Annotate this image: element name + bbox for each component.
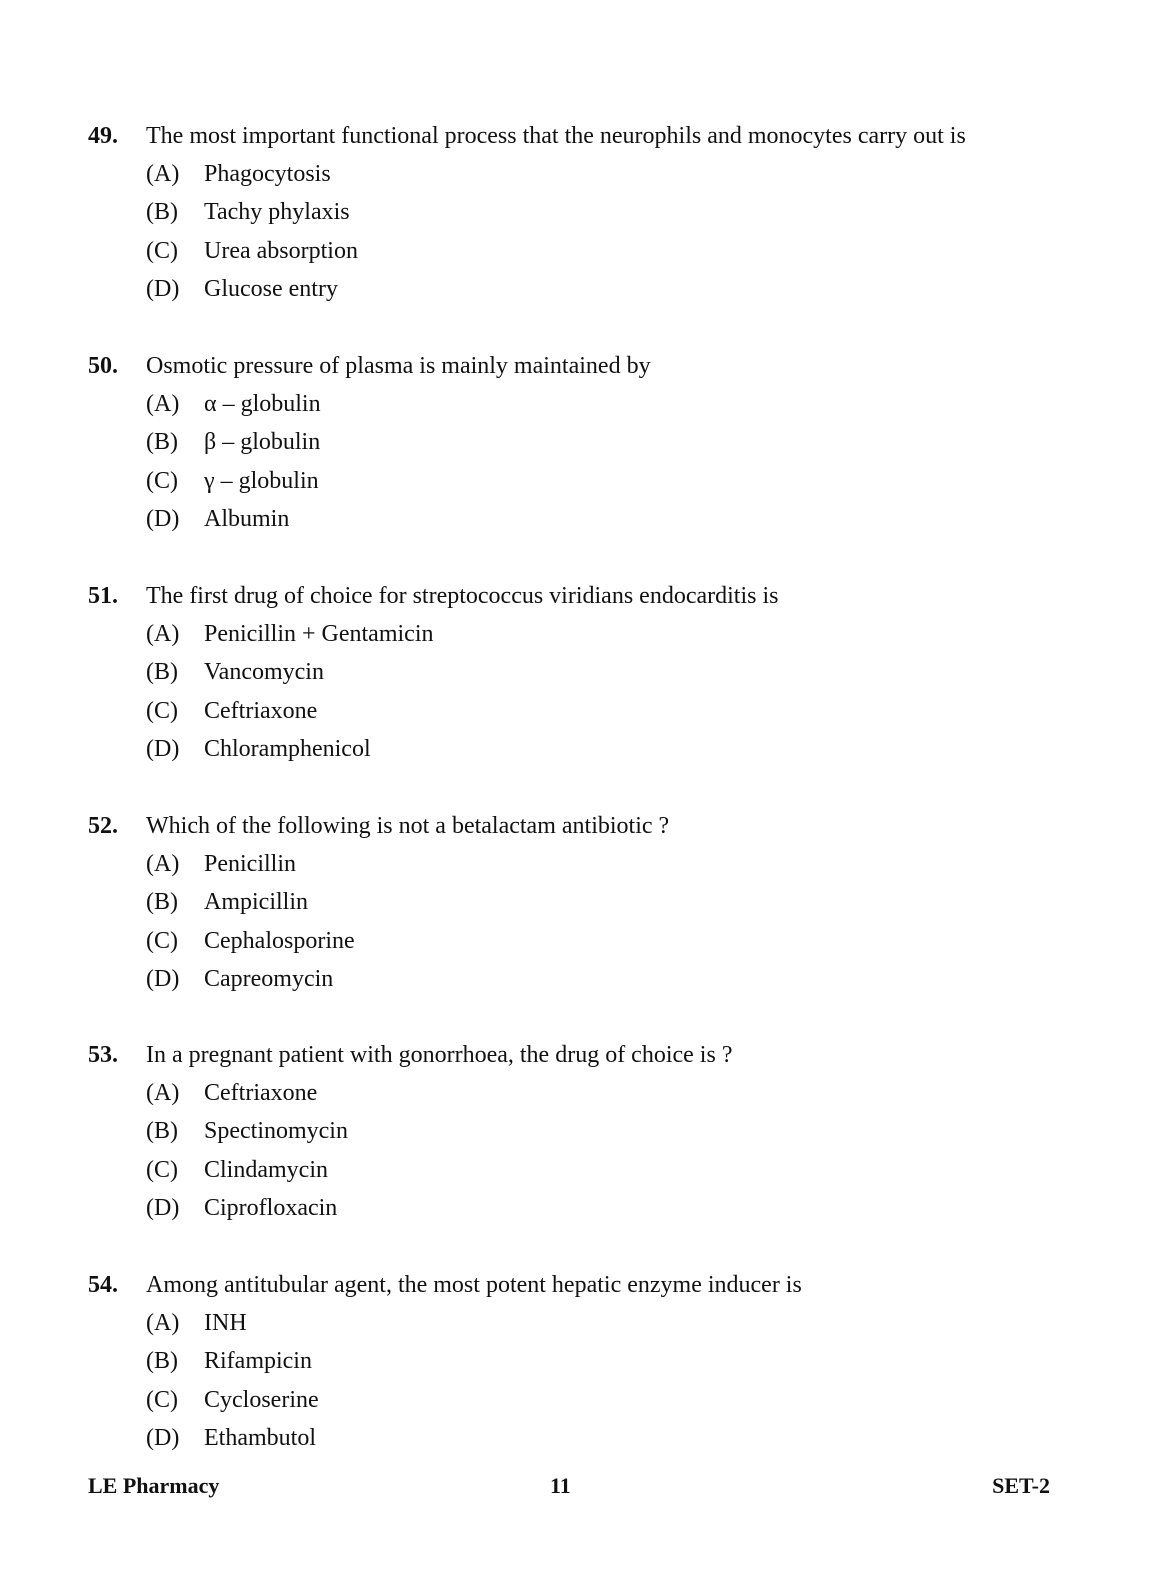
option-a (88, 1074, 1088, 1112)
option-text: Ceftriaxone (204, 1080, 318, 1106)
question-text: Among antitubular agent, the most potent hepatic enzyme inducer is (146, 1272, 802, 1298)
option-text: Ciprofloxacin (204, 1195, 338, 1222)
option-label: (B) (146, 659, 178, 686)
option-text: Albumin (204, 506, 290, 533)
question-50 (88, 347, 1088, 539)
option-label: (C) (146, 237, 178, 264)
option-label: (C) (146, 697, 178, 724)
question-text: Osmotic pressure of plasma is mainly maintained by (146, 353, 651, 379)
option-text: INH (204, 1310, 247, 1336)
option-b (88, 193, 1088, 231)
option-text: γ – globulin (204, 467, 319, 494)
option-text: Cycloserine (204, 1386, 319, 1413)
question-text: Which of the following is not a betalactam antibiotic ? (146, 813, 670, 839)
option-a (88, 155, 1088, 193)
option-a (88, 1304, 1088, 1342)
option-d (88, 500, 1088, 538)
question-49 (88, 117, 1088, 309)
option-text: Glucose entry (204, 276, 338, 303)
page-footer (88, 1470, 1050, 1502)
question-53 (88, 1036, 1088, 1228)
option-a (88, 845, 1088, 883)
question-52 (88, 807, 1088, 999)
option-b (88, 1342, 1088, 1380)
option-text: Penicillin + Gentamicin (204, 621, 434, 647)
option-a (88, 615, 1088, 653)
option-text: Cephalosporine (204, 927, 355, 954)
option-text: Capreomycin (204, 966, 334, 993)
question-text: In a pregnant patient with gonorrhoea, the drug of choice is ? (146, 1042, 733, 1068)
option-c (88, 922, 1088, 960)
option-d (88, 730, 1088, 768)
question-54 (88, 1266, 1088, 1458)
option-c (88, 1381, 1088, 1419)
option-label: (C) (146, 1386, 178, 1413)
option-label: (C) (146, 467, 178, 494)
option-text: Ethambutol (204, 1425, 316, 1452)
option-label: (D) (146, 506, 180, 533)
question-text: The most important functional process that the neurophils and monocytes carry out is (146, 123, 966, 149)
question-number: 52. (88, 813, 118, 839)
option-d (88, 270, 1088, 308)
option-label: (D) (146, 276, 180, 303)
option-label: (B) (146, 1348, 178, 1375)
option-text: Tachy phylaxis (204, 199, 350, 226)
option-c (88, 462, 1088, 500)
option-label: (D) (146, 736, 180, 763)
question-51 (88, 577, 1088, 769)
option-label: (B) (146, 889, 178, 916)
option-text: α – globulin (204, 391, 321, 417)
option-text: Phagocytosis (204, 161, 331, 187)
option-label: (A) (146, 1310, 180, 1336)
option-label: (A) (146, 851, 180, 877)
option-label: (A) (146, 391, 180, 417)
option-d (88, 1419, 1088, 1457)
question-text: The first drug of choice for streptococcus viridians endocarditis is (146, 583, 779, 609)
option-text: β – globulin (204, 429, 321, 456)
option-label: (B) (146, 1118, 178, 1145)
footer-page-number: 11 (550, 1473, 571, 1498)
option-label: (C) (146, 927, 178, 954)
option-text: Ceftriaxone (204, 697, 318, 724)
option-text: Chloramphenicol (204, 736, 371, 763)
option-text: Urea absorption (204, 237, 358, 264)
option-label: (B) (146, 199, 178, 226)
question-number: 54. (88, 1272, 118, 1298)
option-label: (D) (146, 1425, 180, 1452)
option-text: Penicillin (204, 851, 296, 877)
option-text: Clindamycin (204, 1156, 328, 1183)
option-label: (D) (146, 966, 180, 993)
option-label: (A) (146, 161, 180, 187)
footer-subject: LE Pharmacy (88, 1473, 220, 1498)
option-b (88, 653, 1088, 691)
option-c (88, 232, 1088, 270)
option-label: (C) (146, 1156, 178, 1183)
option-label: (A) (146, 1080, 180, 1106)
option-c (88, 1151, 1088, 1189)
footer-set: SET-2 (992, 1473, 1050, 1498)
option-d (88, 1189, 1088, 1227)
option-b (88, 883, 1088, 921)
option-label: (A) (146, 621, 180, 647)
option-b (88, 423, 1088, 461)
option-text: Ampicillin (204, 889, 308, 916)
option-a (88, 385, 1088, 423)
option-label: (D) (146, 1195, 180, 1222)
option-b (88, 1112, 1088, 1150)
option-d (88, 960, 1088, 998)
question-number: 49. (88, 123, 118, 149)
option-text: Vancomycin (204, 659, 324, 686)
question-number: 50. (88, 353, 118, 379)
option-c (88, 692, 1088, 730)
question-number: 53. (88, 1042, 118, 1068)
option-label: (B) (146, 429, 178, 456)
option-text: Rifampicin (204, 1348, 312, 1375)
question-number: 51. (88, 583, 118, 609)
option-text: Spectinomycin (204, 1118, 348, 1145)
